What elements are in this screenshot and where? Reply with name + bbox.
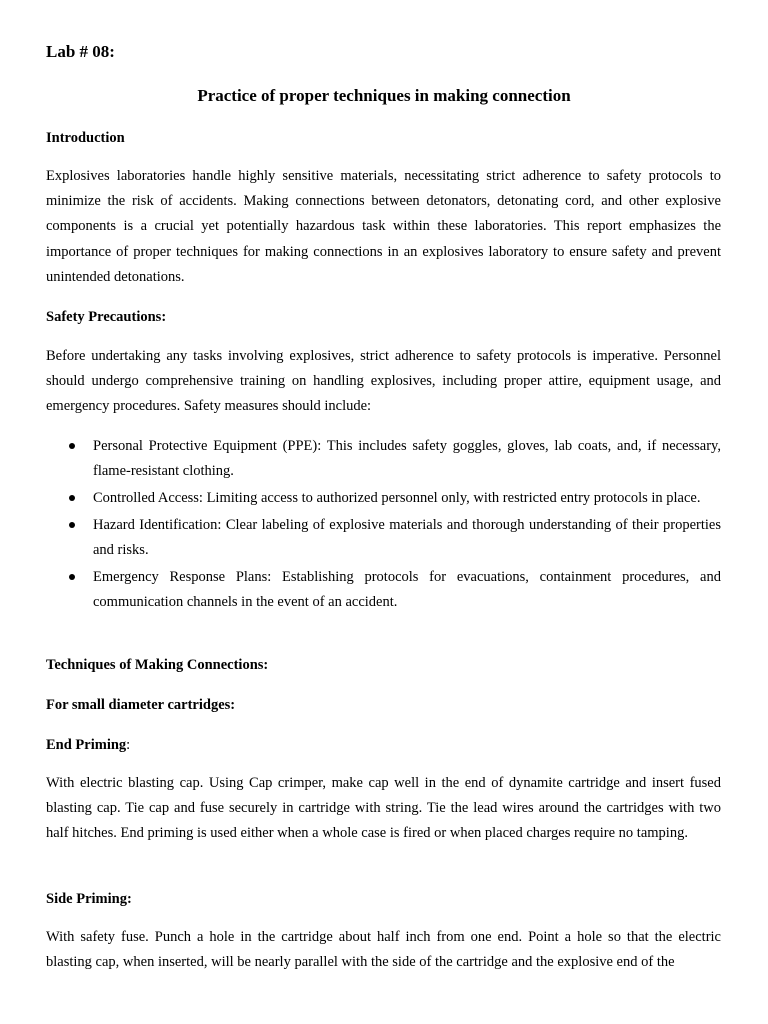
list-item (46, 486, 721, 511)
techniques-heading: Techniques of Making Connections: (46, 657, 269, 673)
list-item-text: Hazard Identification: Clear labeling of explosive materials and thorough understanding of their properties and risks. (93, 516, 721, 558)
list-item-text: Emergency Response Plans: Establishing protocols for evacuations, containment procedures, and communication channels in the event of an accident. (93, 568, 721, 610)
bullet-icon (69, 495, 75, 501)
lab-heading: Lab # 08: (46, 42, 115, 61)
side-priming-heading: Side Priming: (46, 891, 132, 907)
safety-precautions-heading: Safety Precautions: (46, 309, 167, 325)
end-priming-heading-text: End Priming (46, 737, 127, 753)
list-item (46, 565, 721, 615)
bullet-icon (69, 443, 75, 449)
document-title: Practice of proper techniques in making connection (197, 86, 571, 105)
introduction-heading: Introduction (46, 130, 125, 146)
end-priming-colon: : (126, 737, 131, 753)
end-priming-paragraph: With electric blasting cap. Using Cap crimper, make cap well in the end of dynamite cartridge and insert fused blasting cap. Tie cap and fuse securely in cartridge with string. Tie the lead wires around the cartridges with two half hitches. End priming is used either when a whole case is fired or when placed charges require no tamping. (46, 775, 721, 842)
safety-measures-list (46, 434, 721, 617)
bullet-icon (69, 522, 75, 528)
side-priming-paragraph: With safety fuse. Punch a hole in the cartridge about half inch from one end. Point a hole so that the electric blasting cap, when inserted, will be nearly parallel with the side of the cartridge and the explosive end of the (46, 929, 721, 971)
list-item-text: Controlled Access: Limiting access to authorized personnel only, with restricted entry protocols in place. (93, 490, 701, 506)
bullet-icon (69, 574, 75, 580)
introduction-paragraph: Explosives laboratories handle highly sensitive materials, necessitating strict adherence to safety protocols to minimize the risk of accidents. Making connections between detonators, detonating cord, and other explosive components is a crucial yet potentially hazardous task within these laboratories. This report emphasizes the importance of proper techniques for making connections in an explosives laboratory to ensure safety and prevent unintended detonations. (46, 168, 721, 285)
list-item (46, 513, 721, 563)
list-item (46, 434, 721, 484)
safety-paragraph: Before undertaking any tasks involving explosives, strict adherence to safety protocols is imperative. Personnel should undergo comprehensive training on handling explosives, including proper attire, equipment usage, and emergency procedures. Safety measures should include: (46, 348, 721, 415)
small-cartridges-heading: For small diameter cartridges: (46, 697, 236, 713)
list-item-text: Personal Protective Equipment (PPE): This includes safety goggles, gloves, lab coats, and, if necessary, flame-resistant clothing. (93, 438, 721, 480)
end-priming-heading (46, 735, 130, 755)
